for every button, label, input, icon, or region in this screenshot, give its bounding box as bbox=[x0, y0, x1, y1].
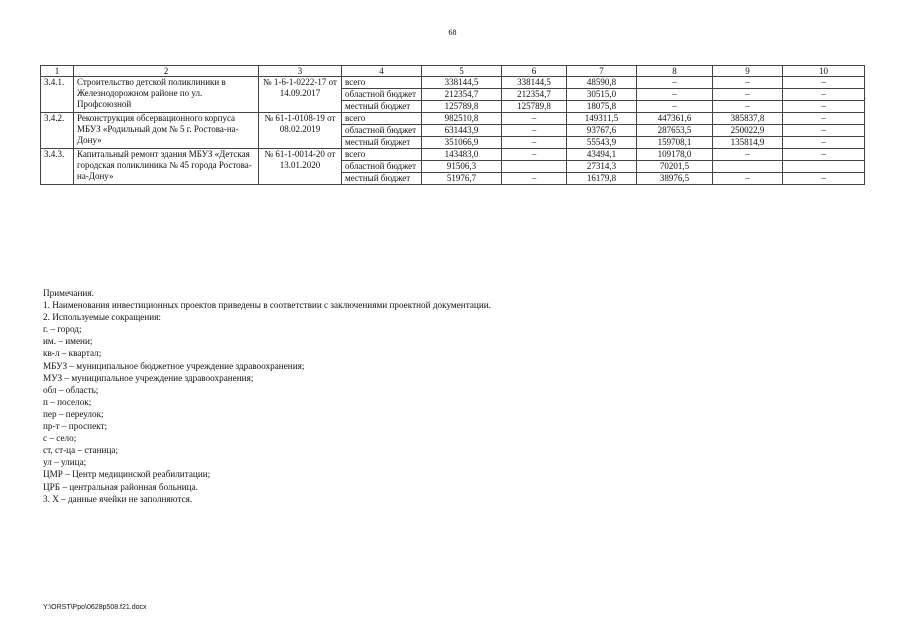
note-line: пр-т – проспект; bbox=[43, 421, 108, 432]
note-line: 2. Используемые сокращения: bbox=[43, 312, 161, 323]
note-line: Примечания. bbox=[43, 288, 94, 298]
note-line: кв-л – квартал; bbox=[43, 348, 102, 359]
note-line: ЦМР – Центр медицинской реабилитации; bbox=[43, 469, 211, 480]
value-cell-10: – bbox=[783, 113, 865, 125]
table-row bbox=[41, 149, 865, 161]
edge-mark: . bbox=[864, 92, 866, 101]
value-cell-10: – bbox=[783, 89, 865, 101]
value-cell-10: – bbox=[783, 137, 865, 149]
note-line: г. – город; bbox=[43, 324, 82, 335]
value-cell-8: 159708,1 bbox=[637, 137, 713, 149]
note-line: обл – область; bbox=[43, 384, 99, 395]
value-cell-10: – bbox=[783, 173, 865, 185]
value-cell-9: – bbox=[713, 101, 783, 113]
header-cell: 3 bbox=[259, 66, 342, 77]
note-line: ст, ст-ца – станица; bbox=[43, 445, 118, 456]
value-cell-9: – bbox=[713, 77, 783, 89]
value-cell-6: 338144,5 bbox=[502, 77, 567, 89]
value-cell-8: 70201,5 bbox=[637, 161, 713, 173]
notes-section bbox=[43, 287, 491, 505]
budget-type-cell: всего bbox=[342, 149, 422, 161]
header-cell: 9 bbox=[713, 66, 783, 77]
value-cell-9: – bbox=[713, 89, 783, 101]
value-cell-9: – bbox=[713, 149, 783, 161]
header-cell: 8 bbox=[637, 66, 713, 77]
value-cell-10 bbox=[783, 161, 865, 173]
value-cell-5: 91506,3 bbox=[422, 161, 502, 173]
table-header-row bbox=[41, 66, 865, 77]
value-cell-7: 18075,8 bbox=[567, 101, 637, 113]
value-cell-8: – bbox=[637, 77, 713, 89]
value-cell-5: 212354,7 bbox=[422, 89, 502, 101]
note-line: п – поселок; bbox=[43, 396, 92, 407]
value-cell-9: – bbox=[713, 173, 783, 185]
note-line: 3. Х – данные ячейки не заполняются. bbox=[43, 493, 193, 504]
budget-type-cell: местный бюджет bbox=[342, 137, 422, 149]
project-doc-cell: № 61-1-0014-20 от 13.01.2020 bbox=[259, 149, 342, 185]
value-cell-10: – bbox=[783, 101, 865, 113]
header-cell: 4 bbox=[342, 66, 422, 77]
header-cell: 2 bbox=[74, 66, 259, 77]
project-doc-cell: № 61-1-0108-19 от 08.02.2019 bbox=[259, 113, 342, 149]
page-number: 68 bbox=[448, 28, 457, 37]
value-cell-10: – bbox=[783, 149, 865, 161]
value-cell-6: – bbox=[502, 173, 567, 185]
note-line: им. – имени; bbox=[43, 336, 93, 347]
header-cell: 10 bbox=[783, 66, 865, 77]
value-cell-5: 338144,5 bbox=[422, 77, 502, 89]
value-cell-7: 93767,6 bbox=[567, 125, 637, 137]
header-cell: 6 bbox=[502, 66, 567, 77]
header-cell: 5 bbox=[422, 66, 502, 77]
table-row bbox=[41, 113, 865, 125]
value-cell-6: 125789,8 bbox=[502, 101, 567, 113]
project-name-cell: Строительство детской поликлиники в Железнодорожном районе по ул. Профсоюзной bbox=[74, 77, 259, 113]
value-cell-6: – bbox=[502, 149, 567, 161]
value-cell-5: 143483,0 bbox=[422, 149, 502, 161]
value-cell-9: 250022,9 bbox=[713, 125, 783, 137]
value-cell-7: 55543,9 bbox=[567, 137, 637, 149]
note-line: ЦРБ – центральная районная больница. bbox=[43, 481, 198, 492]
value-cell-9 bbox=[713, 161, 783, 173]
value-cell-7: 48590,8 bbox=[567, 77, 637, 89]
table-body bbox=[41, 66, 865, 185]
value-cell-8: 287653,5 bbox=[637, 125, 713, 137]
value-cell-5: 982510,8 bbox=[422, 113, 502, 125]
value-cell-7: 27314,3 bbox=[567, 161, 637, 173]
budget-type-cell: областной бюджет bbox=[342, 89, 422, 101]
file-path-footer: Y:\ORST\Ppo\0628p508.f21.docx bbox=[43, 604, 147, 611]
budget-type-cell: местный бюджет bbox=[342, 101, 422, 113]
budget-type-cell: областной бюджет bbox=[342, 161, 422, 173]
note-line: МБУЗ – муниципальное бюджетное учреждение здравоохранения; bbox=[43, 360, 305, 371]
value-cell-5: 51976,7 bbox=[422, 173, 502, 185]
value-cell-6: 212354,7 bbox=[502, 89, 567, 101]
value-cell-10: – bbox=[783, 125, 865, 137]
value-cell-8: 109178,0 bbox=[637, 149, 713, 161]
project-number-cell: 3.4.2. bbox=[41, 113, 74, 149]
note-line: с – село; bbox=[43, 433, 77, 444]
note-line: ул – улица; bbox=[43, 457, 87, 468]
header-cell: 7 bbox=[567, 66, 637, 77]
value-cell-7: 149311,5 bbox=[567, 113, 637, 125]
value-cell-9: 385837,8 bbox=[713, 113, 783, 125]
table-row bbox=[41, 77, 865, 89]
value-cell-5: 631443,9 bbox=[422, 125, 502, 137]
project-number-cell: 3.4.3. bbox=[41, 149, 74, 185]
value-cell-7: 43494,1 bbox=[567, 149, 637, 161]
project-name-cell: Реконструкция обсервационного корпуса МБУЗ «Родильный дом № 5 г. Ростова-на-Дону» bbox=[74, 113, 259, 149]
value-cell-8: – bbox=[637, 89, 713, 101]
project-number-cell: 3.4.1. bbox=[41, 77, 74, 113]
project-doc-cell: № 1-6-1-0222-17 от 14.09.2017 bbox=[259, 77, 342, 113]
value-cell-7: 16179,8 bbox=[567, 173, 637, 185]
value-cell-6: – bbox=[502, 125, 567, 137]
value-cell-8: 38976,5 bbox=[637, 173, 713, 185]
value-cell-6: – bbox=[502, 113, 567, 125]
note-line: МУЗ – муниципальное учреждение здравоохранения; bbox=[43, 372, 254, 383]
budget-type-cell: местный бюджет bbox=[342, 173, 422, 185]
value-cell-8: 447361,6 bbox=[637, 113, 713, 125]
header-cell: 1 bbox=[41, 66, 74, 77]
budget-type-cell: всего bbox=[342, 77, 422, 89]
value-cell-10: – bbox=[783, 77, 865, 89]
investment-projects-table bbox=[40, 65, 865, 185]
value-cell-7: 30515,0 bbox=[567, 89, 637, 101]
note-line: 1. Наименования инвестиционных проектов приведены в соответствии с заключениями проектной документации. bbox=[43, 300, 491, 311]
value-cell-5: 351066,9 bbox=[422, 137, 502, 149]
value-cell-6: – bbox=[502, 137, 567, 149]
budget-type-cell: всего bbox=[342, 113, 422, 125]
note-line: пер – переулок; bbox=[43, 408, 104, 419]
value-cell-8: – bbox=[637, 101, 713, 113]
value-cell-6 bbox=[502, 161, 567, 173]
value-cell-5: 125789,8 bbox=[422, 101, 502, 113]
project-name-cell: Капитальный ремонт здания МБУЗ «Детская городская поликлиника № 45 города Ростова-на-Дону» bbox=[74, 149, 259, 185]
budget-type-cell: областной бюджет bbox=[342, 125, 422, 137]
value-cell-9: 135814,9 bbox=[713, 137, 783, 149]
